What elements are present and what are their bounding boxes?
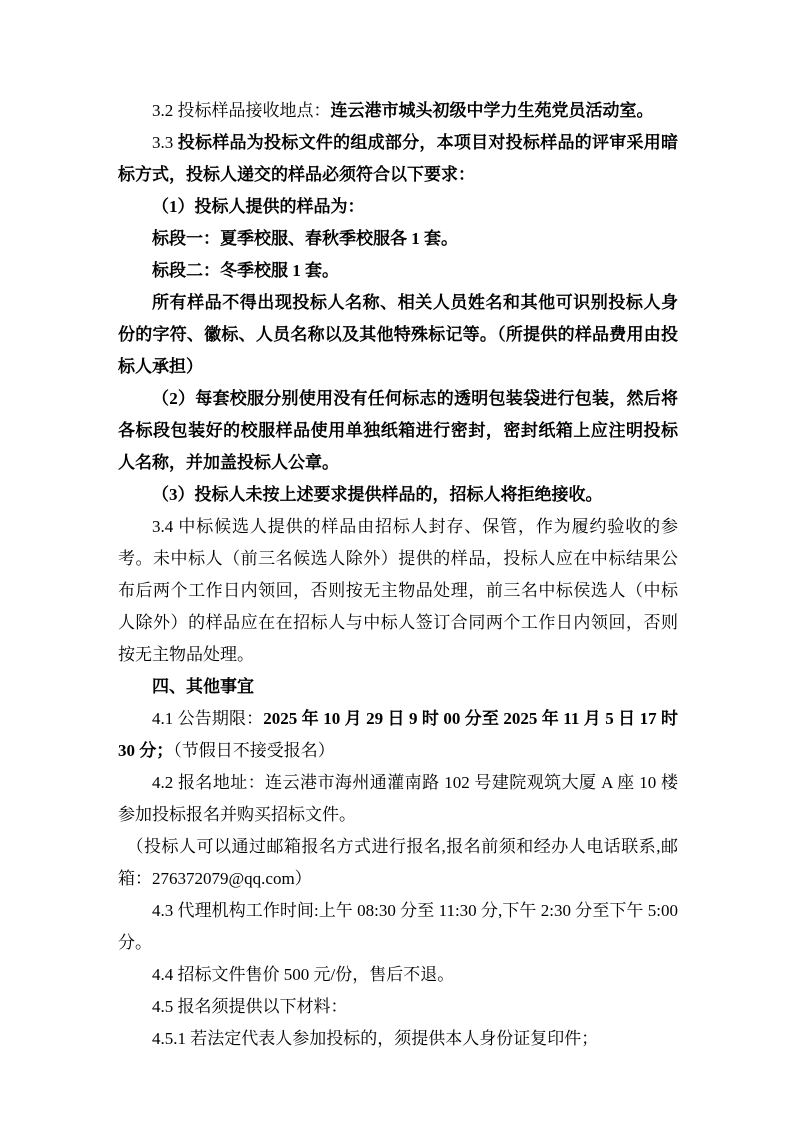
para-item-3-rejection [118,479,678,511]
text-run: 4.4 招标文件售价 500 元/份，售后不退。 [152,965,455,984]
para-4-1-announcement-period [118,703,678,767]
text-run: 3.2 投标样品接收地点： [152,101,331,120]
bold-text-run: 2025 年 10 月 29 日 9 时 00 分至 2025 年 11 月 5 日 17 时 30 分； [118,709,679,760]
text-run: 4.1 公告期限： [152,709,264,728]
text-run: （节假日不接受报名） [173,741,335,760]
para-4-4-document-price [118,959,678,991]
para-4-5-1-legal-representative-id [118,1023,678,1055]
bold-text-run: 四、其他事宜 [152,677,254,696]
text-run: （投标人可以通过邮箱报名方式进行报名,报名前须和经办人电话联系,邮箱：276372079@qq.com） [118,837,678,888]
bold-text-run: 连云港市城头初级中学力生苑党员活动室。 [330,101,654,120]
para-3-2-sample-receive-location [118,95,678,127]
bold-text-run: 标段一：夏季校服、春秋季校服各 1 套。 [152,229,458,248]
para-item-1-samples-provided [118,191,678,223]
para-4-2-registration-address [118,767,678,831]
bold-text-run: （3）投标人未按上述要求提供样品的，招标人将拒绝接收。 [152,485,603,504]
para-item-2-packaging [118,383,678,479]
bold-text-run: 投标样品为投标文件的组成部分，本项目对投标样品的评审采用暗标方式，投标人递交的样品必须符合以下要求： [118,133,679,184]
para-email-registration-note [118,831,678,895]
bold-text-run: （2）每套校服分别使用没有任何标志的透明包装袋进行包装，然后将各标段包装好的校服样品使用单独纸箱进行密封，密封纸箱上应注明投标人名称，并加盖投标人公章。 [118,389,678,472]
para-anonymity-requirement [118,287,678,383]
text-run: 4.3 代理机构工作时间:上午 08:30 分至 11:30 分,下午 2:30 分至下午 5:00 分。 [118,901,678,952]
text-run: 4.5 报名须提供以下材料： [152,997,348,1016]
bold-text-run: 标段二：冬季校服 1 套。 [152,261,339,280]
bold-text-run: （1）投标人提供的样品为： [152,197,365,216]
text-run: 3.4 中标候选人提供的样品由招标人封存、保管，作为履约验收的参考。未中标人（前三名候选人除外）提供的样品，投标人应在中标结果公布后两个工作日内领回，否则按无主物品处理，前三名中标侯选人（中标人除外）的样品应在在招标人与中标人签订合同两个工作日内领回，否则按无主物品处理。 [118,517,678,664]
para-lot-2 [118,255,678,287]
bold-text-run: 所有样品不得出现投标人名称、相关人员姓名和其他可识别投标人身份的字符、徽标、人员名称以及其他特殊标记等。（所提供的样品费用由投标人承担） [118,293,678,376]
text-run: 4.5.1 若法定代表人参加投标的，须提供本人身份证复印件； [152,1029,599,1048]
document-content [118,95,678,1055]
para-lot-1 [118,223,678,255]
text-run: 4.2 报名地址：连云港市海州通灌南路 102 号建院观筑大厦 A 座 10 楼参加投标报名并购买招标文件。 [118,773,678,824]
heading-section-4-other-matters [118,671,678,703]
para-4-5-required-materials [118,991,678,1023]
para-4-3-agency-working-hours [118,895,678,959]
para-3-4-sample-storage [118,511,678,671]
para-3-3-sample-requirements [118,127,678,191]
text-run: 3.3 [152,133,178,152]
